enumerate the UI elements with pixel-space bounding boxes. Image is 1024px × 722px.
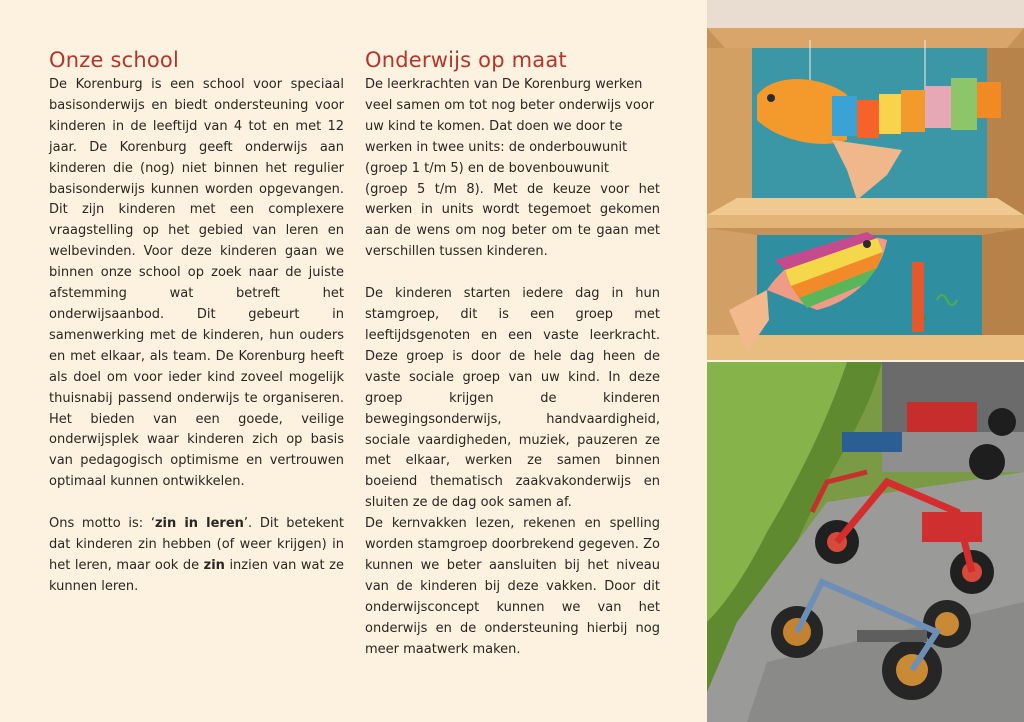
paragraph-kernvakken: De kernvakken lezen, rekenen en spelling worden stamgroep doorbrekend gegeven. Zo kunnen we beter aansluiten bij het niveau van de kinderen bij deze vakken. Door dit onderwijsconcept kunnen we van het onderwijs en de ondersteuning hierbij nog meer maatwerk maken. — [365, 516, 660, 657]
motto-mid: ’. Dit betekent dat kinderen zin hebben (of weer krijgen) in het leren, maar ook de — [49, 516, 345, 573]
heading-onderwijs-op-maat: Onderwijs op maat — [365, 48, 567, 72]
paragraph-units-b: (groep 5 t/m 8). Met de keuze voor het werken in units wordt tegemoet gekomen aan de wens om nog beter om te gaan met verschillen tussen kinderen. — [365, 181, 660, 260]
column-onze-school — [49, 48, 344, 598]
photo-tricycles — [707, 362, 1024, 722]
motto-bold: zin in leren — [154, 516, 244, 532]
heading-onze-school: Onze school — [49, 48, 179, 72]
photo-paper-fish — [707, 0, 1024, 360]
paragraph-stamgroep: De kinderen starten iedere dag in hun stamgroep, dit is een groep met leeftijdsgenoten en een vaste leerkracht. Deze groep is door de hele dag heen de vaste sociale groep van uw kind. In deze groep krijgen de kinderen bewegingsonderwijs, handvaardigheid, sociale vaardigheden, muziek, pauzeren ze met elkaar, werken ze samen binnen boeiend thematisch zaakvakonderwijs en sluiten ze de dag ook samen af. — [365, 286, 660, 511]
motto-prefix: Ons motto is: ‘ — [49, 516, 155, 532]
motto-bold-zin: zin — [203, 557, 225, 573]
paragraph-motto — [49, 514, 344, 598]
column-onderwijs-op-maat — [365, 48, 660, 660]
paragraph-units-a: De leerkrachten van De Korenburg werken veel samen om tot nog beter onderwijs voor uw kind te komen. Dat doen we door te werken in twee units: de onderbouwunit (groep 1 t/m 5) en de bovenbouwunit — [365, 77, 655, 176]
paragraph-intro: De Korenburg is een school voor speciaal basisonderwijs en biedt ondersteuning voor kinderen in de leeftijd van 4 tot en met 12 jaar. De Korenburg geeft onderwijs aan kinderen die (nog) niet binnen het regulier basisonderwijs kunnen worden opgevangen. Dit zijn kinderen met een complexere vraagstelling op het gebied van leren en welbevinden. Voor deze kinderen gaan we binnen onze school op zoek naar de juiste afstemming wat betreft het onderwijsaanbod. Dit gebeurt in samenwerking met de kinderen, hun ouders en met elkaar, als team. De Korenburg heeft als doel om voor ieder kind zoveel mogelijk thuisnabij passend onderwijs te organiseren. Het bieden van een goede, veilige onderwijsplek waar kinderen zich op basis van pedagogisch optimisme en vertrouwen optimaal kunnen ontwikkelen. — [49, 77, 344, 490]
motto-suffix: inzien van wat ze kunnen leren. — [49, 557, 344, 594]
